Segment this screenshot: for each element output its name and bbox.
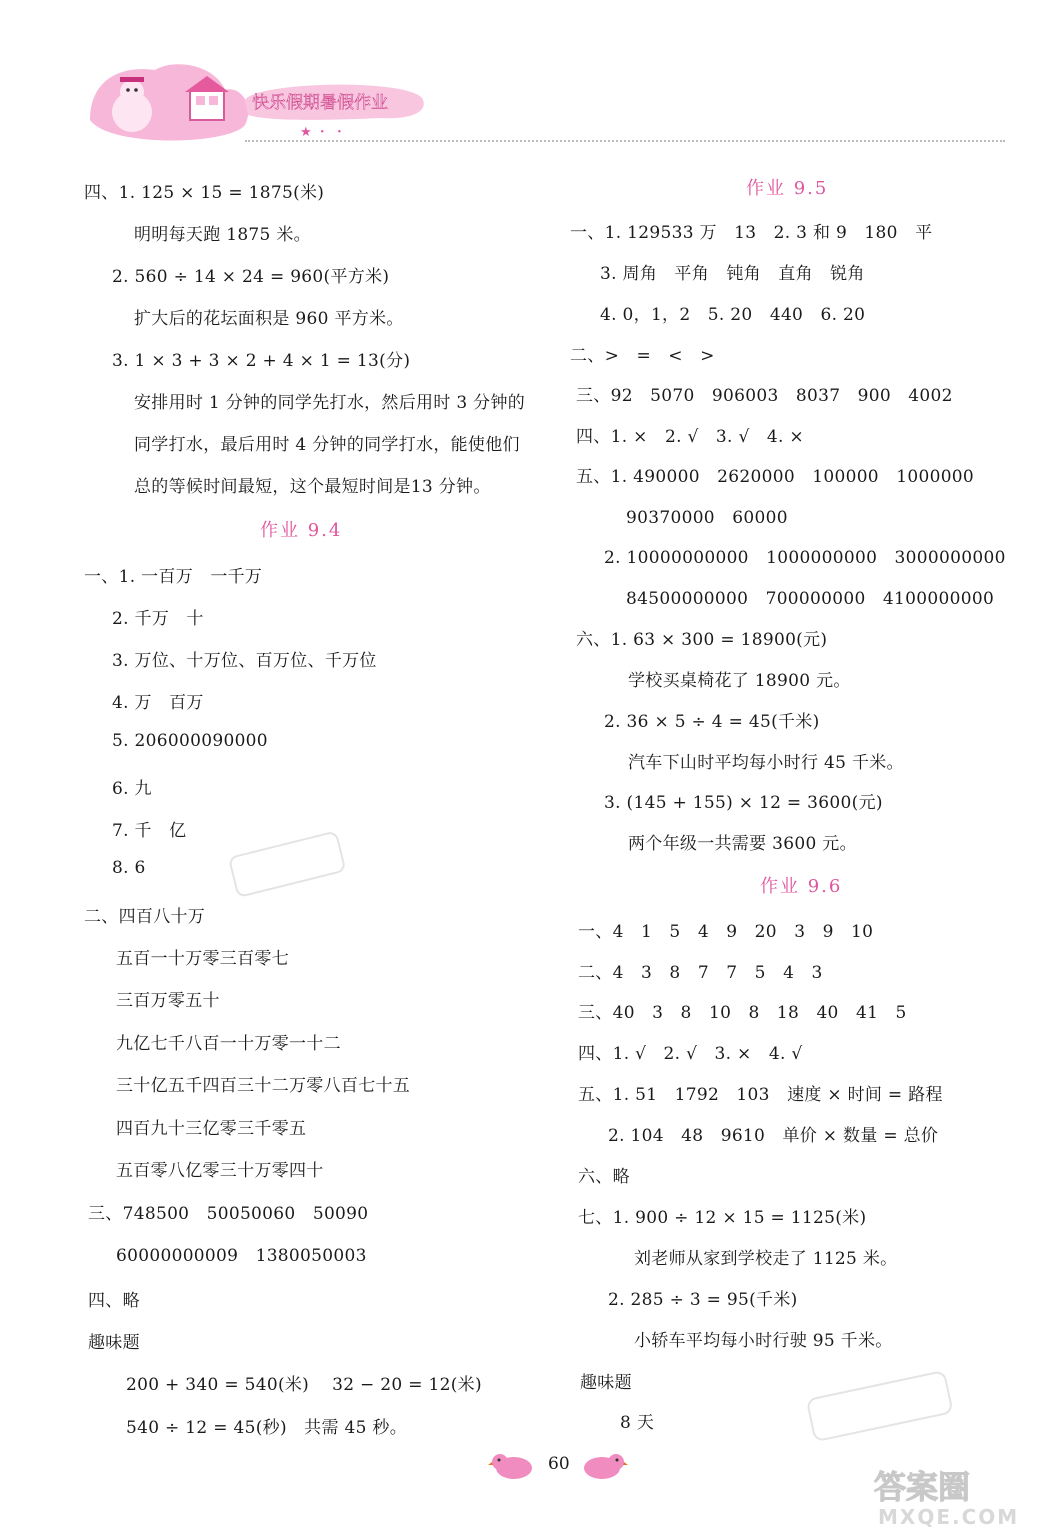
- answer-line: 总的等候时间最短，这个最短时间是13 分钟。: [134, 477, 491, 497]
- bird-right-icon: [580, 1450, 628, 1482]
- answer-line: 三、748500 50050060 50090: [88, 1204, 369, 1224]
- svg-text:MXQE.COM: MXQE.COM: [878, 1505, 1020, 1528]
- answer-line: 三百万零五十: [116, 991, 220, 1011]
- answer-line: 2. 285 ÷ 3 = 95(千米): [608, 1290, 798, 1310]
- answer-line: 四、略: [88, 1291, 140, 1311]
- answer-line: 2. 560 ÷ 14 × 24 = 960(平方米): [112, 267, 390, 287]
- answer-line: 三、92 5070 906003 8037 900 4002: [576, 386, 953, 406]
- answer-line: 安排用时 1 分钟的同学先打水，然后用时 3 分钟的: [134, 393, 526, 413]
- answer-line: 3. (145 + 155) × 12 = 3600(元): [604, 793, 883, 813]
- snowman-illustration: [90, 64, 248, 140]
- banner-star-decoration: ★ ・ ・: [300, 125, 346, 140]
- answer-line: 7. 千 亿: [112, 821, 187, 841]
- answer-line: 540 ÷ 12 = 45(秒) 共需 45 秒。: [126, 1418, 408, 1438]
- watermark-logo: [870, 1462, 1038, 1528]
- answer-line: 二、4 3 8 7 7 5 4 3: [578, 963, 823, 983]
- answer-line: 九亿七千八百一十万零一十二: [116, 1034, 341, 1054]
- answer-line: 3. 1 × 3 + 3 × 2 + 4 × 1 = 13(分): [112, 351, 411, 371]
- section-heading: 作业 9.5: [746, 178, 829, 199]
- answer-line: 6. 九: [112, 779, 152, 799]
- answer-line: 4. 万 百万: [112, 693, 204, 713]
- svg-text:答案圈: 答案圈: [874, 1468, 971, 1506]
- answer-line: 2. 36 × 5 ÷ 4 = 45(千米): [604, 712, 820, 732]
- answer-line: 60000000009 1380050003: [116, 1246, 367, 1266]
- answer-line: 8. 6: [112, 858, 146, 878]
- banner-title: [245, 85, 424, 120]
- answer-line: 四、1. √ 2. √ 3. × 4. √: [578, 1044, 803, 1064]
- answer-line: 趣味题: [580, 1373, 632, 1393]
- answer-line: 刘老师从家到学校走了 1125 米。: [634, 1249, 898, 1269]
- answer-line: 六、1. 63 × 300 = 18900(元): [576, 630, 828, 650]
- answer-line: 3. 周角 平角 钝角 直角 锐角: [600, 264, 865, 284]
- section-heading: 作业 9.4: [260, 520, 343, 541]
- answer-line: 一、1. 129533 万 13 2. 3 和 9 180 平: [570, 223, 933, 243]
- answer-line: 二、四百八十万: [84, 907, 206, 927]
- answer-line: 五、1. 51 1792 103 速度 × 时间 = 路程: [578, 1085, 943, 1105]
- answer-line: 二、> = < >: [570, 346, 715, 366]
- faint-stamp-left: [222, 818, 362, 908]
- answer-line: 五、1. 490000 2620000 100000 1000000: [576, 467, 975, 487]
- faint-stamp-right: [800, 1362, 970, 1452]
- answer-line: 8 天: [620, 1413, 655, 1433]
- bird-left-icon: [488, 1450, 536, 1482]
- answer-line: 小轿车平均每小时行驶 95 千米。: [634, 1331, 893, 1351]
- answer-line: 90370000 60000: [626, 508, 788, 528]
- svg-text:快乐假期暑假作业: 快乐假期暑假作业: [252, 93, 388, 113]
- answer-line: 2. 10000000000 1000000000 3000000000: [604, 548, 1006, 568]
- answer-line: 四百九十三亿零三千零五: [116, 1119, 307, 1139]
- answer-line: 七、1. 900 ÷ 12 × 15 = 1125(米): [578, 1208, 867, 1228]
- answer-line: 四、1. 125 × 15 = 1875(米): [84, 183, 325, 203]
- answer-line: 四、1. × 2. √ 3. √ 4. ×: [576, 427, 804, 447]
- answer-line: 五百零八亿零三十万零四十: [116, 1161, 324, 1181]
- answer-line: 4. 0，1，2 5. 20 440 6. 20: [600, 305, 866, 325]
- answer-line: 84500000000 700000000 4100000000: [626, 589, 995, 609]
- answer-line: 趣味题: [88, 1333, 140, 1353]
- answer-line: 汽车下山时平均每小时行 45 千米。: [628, 753, 904, 773]
- answer-line: 两个年级一共需要 3600 元。: [628, 834, 857, 854]
- page-number: 60: [548, 1454, 570, 1474]
- answer-line: 六、略: [578, 1167, 630, 1187]
- answer-line: 一、1. 一百万 一千万: [84, 567, 263, 587]
- answer-line: 3. 万位、十万位、百万位、千万位: [112, 651, 377, 671]
- answer-line: 五百一十万零三百零七: [116, 949, 289, 969]
- answer-line: 扩大后的花坛面积是 960 平方米。: [134, 309, 404, 329]
- header-banner: [80, 60, 440, 150]
- answer-line: 2. 104 48 9610 单价 × 数量 = 总价: [608, 1126, 939, 1146]
- answer-line: 200 + 340 = 540(米) 32 − 20 = 12(米): [126, 1375, 482, 1395]
- answer-line: 2. 千万 十: [112, 609, 204, 629]
- answer-line: 一、4 1 5 4 9 20 3 9 10: [578, 922, 874, 942]
- answer-line: 三、40 3 8 10 8 18 40 41 5: [578, 1003, 907, 1023]
- answer-line: 明明每天跑 1875 米。: [134, 225, 311, 245]
- answer-line: 同学打水，最后用时 4 分钟的同学打水，能使他们: [134, 435, 520, 455]
- section-heading: 作业 9.6: [760, 876, 843, 897]
- header-divider: [245, 140, 1005, 142]
- answer-line: 三十亿五千四百三十二万零八百七十五: [116, 1076, 411, 1096]
- answer-line: 学校买桌椅花了 18900 元。: [628, 671, 851, 691]
- answer-line: 5. 206000090000: [112, 731, 268, 751]
